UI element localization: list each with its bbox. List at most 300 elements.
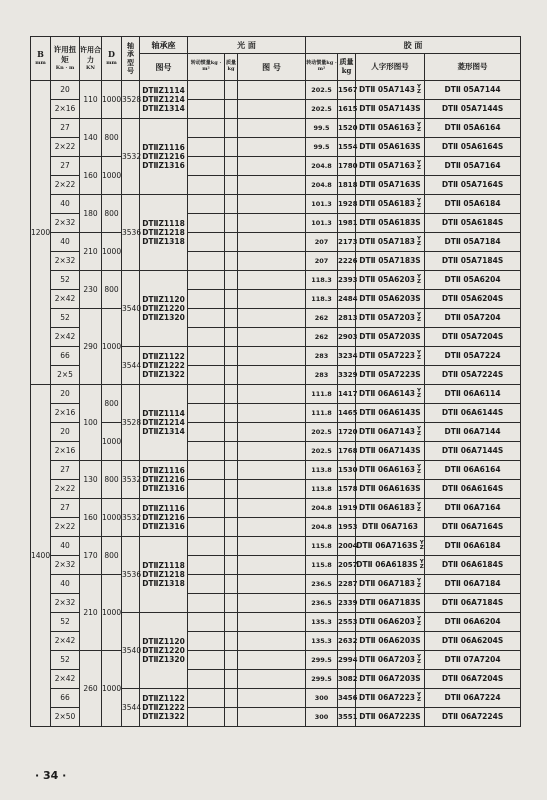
yz-variant-mark <box>417 237 421 247</box>
rubber-inertia-cell: 262 <box>306 309 338 328</box>
smooth-drawing-cell <box>238 670 306 689</box>
torque-cell: 2×22 <box>51 176 80 195</box>
smooth-drawing-cell <box>238 119 306 138</box>
smooth-drawing-cell <box>238 594 306 613</box>
yz-bottom: Z <box>417 431 422 437</box>
torque-cell: 52 <box>51 309 80 328</box>
force-cell: 210 <box>80 233 102 271</box>
torque-cell: 27 <box>51 499 80 518</box>
diamond-drawing-cell: DTⅡ 05A7164S <box>425 176 521 195</box>
yz-bottom: Z <box>417 165 422 171</box>
rubber-inertia-cell: 207 <box>306 233 338 252</box>
header-smooth-inertia: 转动惯量kg · m² <box>188 54 225 81</box>
smooth-drawing-cell <box>238 575 306 594</box>
yz-bottom: Z <box>417 317 422 323</box>
yz-bottom: Z <box>417 127 422 133</box>
smooth-inertia-cell <box>188 271 225 290</box>
width-b-cell: 1400 <box>31 385 51 727</box>
yz-variant-mark <box>417 503 421 513</box>
smooth-mass-cell <box>225 423 238 442</box>
force-cell: 210 <box>80 575 102 651</box>
bearing-seat-drawing-cell: DTⅡZ1118 DTⅡZ1218 DTⅡZ1318 <box>140 537 188 613</box>
rubber-inertia-cell: 204.8 <box>306 176 338 195</box>
herringbone-drawing-cell <box>356 480 425 499</box>
diameter-cell: 1000 <box>102 157 122 195</box>
smooth-inertia-cell <box>188 499 225 518</box>
herringbone-drawing-number: DTⅡ 05A7223S <box>359 370 421 380</box>
diameter-cell: 1000 <box>102 575 122 651</box>
bearing-seat-drawing-cell: DTⅡZ1118 DTⅡZ1218 DTⅡZ1318 <box>140 195 188 271</box>
herringbone-drawing-cell <box>356 138 425 157</box>
herringbone-drawing-cell <box>356 176 425 195</box>
force-cell: 110 <box>80 81 102 119</box>
smooth-inertia-cell <box>188 157 225 176</box>
torque-cell: 40 <box>51 537 80 556</box>
yz-top: Y <box>417 311 421 318</box>
smooth-drawing-cell <box>238 632 306 651</box>
smooth-inertia-cell <box>188 480 225 499</box>
smooth-drawing-cell <box>238 138 306 157</box>
herringbone-drawing-number: DTⅡ 05A7183S <box>359 256 421 266</box>
herringbone-drawing-number: DTⅡ 06A7163S <box>356 541 418 550</box>
smooth-mass-cell <box>225 537 238 556</box>
torque-cell: 66 <box>51 347 80 366</box>
rubber-mass-cell: 1530 <box>338 461 356 480</box>
yz-variant-mark <box>417 313 421 323</box>
smooth-mass-cell <box>225 157 238 176</box>
table-row <box>31 461 521 480</box>
herringbone-drawing-number: DTⅡ 06A6143 <box>359 389 416 398</box>
smooth-mass-cell <box>225 708 238 727</box>
diameter-cell: 800 <box>102 385 122 423</box>
torque-cell: 2×32 <box>51 252 80 271</box>
yz-variant-mark <box>417 579 421 589</box>
header-herringbone-drawing: 人字形图号 <box>356 54 425 81</box>
smooth-inertia-cell <box>188 195 225 214</box>
torque-cell: 20 <box>51 385 80 404</box>
yz-top: Y <box>417 83 421 90</box>
smooth-drawing-cell <box>238 556 306 575</box>
rubber-mass-cell: 2004 <box>338 537 356 556</box>
smooth-mass-cell <box>225 366 238 385</box>
diamond-drawing-cell: DTⅡ 05A6204 <box>425 271 521 290</box>
torque-cell: 27 <box>51 157 80 176</box>
rubber-mass-cell: 1615 <box>338 100 356 119</box>
rubber-mass-cell: 2994 <box>338 651 356 670</box>
force-cell: 160 <box>80 499 102 537</box>
smooth-drawing-cell <box>238 708 306 727</box>
diameter-cell: 1000 <box>102 423 122 461</box>
herringbone-drawing-number: DTⅡ 06A7223S <box>359 712 421 722</box>
diamond-drawing-cell: DTⅡ 06A7164 <box>425 499 521 518</box>
roller-spec-table <box>30 36 521 727</box>
table-row <box>31 575 521 594</box>
spec-sheet <box>30 36 520 758</box>
smooth-mass-cell <box>225 176 238 195</box>
herringbone-drawing-cell <box>356 366 425 385</box>
rubber-inertia-cell: 113.8 <box>306 461 338 480</box>
smooth-mass-cell <box>225 214 238 233</box>
herringbone-drawing-cell <box>356 271 425 290</box>
smooth-drawing-cell <box>238 309 306 328</box>
herringbone-drawing-number: DTⅡ 05A6163S <box>359 142 421 152</box>
herringbone-drawing-number: DTⅡ 05A6163 <box>359 123 416 132</box>
table-row <box>31 195 521 214</box>
diamond-drawing-cell: DTⅡ 05A7144 <box>425 81 521 100</box>
herringbone-drawing-cell <box>356 233 425 252</box>
diameter-cell: 1000 <box>102 499 122 537</box>
smooth-mass-cell <box>225 613 238 632</box>
table-row <box>31 651 521 670</box>
smooth-drawing-cell <box>238 423 306 442</box>
bearing-seat-drawing-cell: DTⅡZ1114 DTⅡZ1214 DTⅡZ1314 <box>140 385 188 461</box>
smooth-drawing-cell <box>238 157 306 176</box>
force-cell: 140 <box>80 119 102 157</box>
smooth-inertia-cell <box>188 670 225 689</box>
bearing-seat-drawing-cell: DTⅡZ1116 DTⅡZ1216 DTⅡZ1316 <box>140 499 188 537</box>
table-row <box>31 499 521 518</box>
header-b: B mm <box>31 37 51 81</box>
rubber-inertia-cell: 99.5 <box>306 138 338 157</box>
diameter-cell: 800 <box>102 461 122 499</box>
rubber-inertia-cell: 111.8 <box>306 385 338 404</box>
smooth-inertia-cell <box>188 423 225 442</box>
smooth-drawing-cell <box>238 81 306 100</box>
yz-variant-mark <box>420 541 424 551</box>
torque-cell: 66 <box>51 689 80 708</box>
rubber-mass-cell: 1780 <box>338 157 356 176</box>
smooth-inertia-cell <box>188 708 225 727</box>
smooth-drawing-cell <box>238 366 306 385</box>
smooth-mass-cell <box>225 594 238 613</box>
smooth-mass-cell <box>225 689 238 708</box>
smooth-mass-cell <box>225 100 238 119</box>
rubber-inertia-cell: 115.8 <box>306 537 338 556</box>
rubber-mass-cell: 2393 <box>338 271 356 290</box>
rubber-mass-cell: 1554 <box>338 138 356 157</box>
diamond-drawing-cell: DTⅡ 06A6204 <box>425 613 521 632</box>
rubber-mass-cell: 1953 <box>338 518 356 537</box>
smooth-drawing-cell <box>238 480 306 499</box>
yz-variant-mark <box>417 617 421 627</box>
smooth-mass-cell <box>225 309 238 328</box>
smooth-drawing-cell <box>238 518 306 537</box>
rubber-inertia-cell: 283 <box>306 366 338 385</box>
herringbone-drawing-number: DTⅡ 05A7163S <box>359 180 421 190</box>
smooth-drawing-cell <box>238 252 306 271</box>
herringbone-drawing-cell <box>356 157 425 176</box>
rubber-mass-cell: 1768 <box>338 442 356 461</box>
herringbone-drawing-cell <box>356 556 425 575</box>
smooth-mass-cell <box>225 385 238 404</box>
bearing-seat-drawing-cell: DTⅡZ1122 DTⅡZ1222 DTⅡZ1322 <box>140 347 188 385</box>
smooth-drawing-cell <box>238 176 306 195</box>
diamond-drawing-cell: DTⅡ 05A7224S <box>425 366 521 385</box>
smooth-mass-cell <box>225 271 238 290</box>
force-cell: 160 <box>80 157 102 195</box>
smooth-mass-cell <box>225 651 238 670</box>
yz-bottom: Z <box>417 203 422 209</box>
yz-variant-mark <box>417 465 421 475</box>
yz-top: Y <box>417 197 421 204</box>
yz-top: Y <box>417 463 421 470</box>
diamond-drawing-cell: DTⅡ 06A7224S <box>425 708 521 727</box>
smooth-mass-cell <box>225 233 238 252</box>
diamond-drawing-cell: DTⅡ 05A6184S <box>425 214 521 233</box>
herringbone-drawing-cell <box>356 689 425 708</box>
smooth-inertia-cell <box>188 632 225 651</box>
yz-bottom: Z <box>417 583 422 589</box>
page-number: · 34 · <box>35 769 67 782</box>
torque-cell: 40 <box>51 233 80 252</box>
bearing-seat-drawing-cell: DTⅡZ1122 DTⅡZ1222 DTⅡZ1322 <box>140 689 188 727</box>
herringbone-drawing-cell <box>356 81 425 100</box>
yz-bottom: Z <box>417 469 422 475</box>
herringbone-drawing-number: DTⅡ 06A6143S <box>359 408 421 418</box>
yz-bottom: Z <box>417 621 422 627</box>
diamond-drawing-cell: DTⅡ 05A6184 <box>425 195 521 214</box>
herringbone-drawing-number: DTⅡ 05A7223 <box>359 351 416 360</box>
smooth-mass-cell <box>225 290 238 309</box>
smooth-inertia-cell <box>188 575 225 594</box>
herringbone-drawing-cell <box>356 613 425 632</box>
diamond-drawing-cell: DTⅡ 06A6184 <box>425 537 521 556</box>
smooth-drawing-cell <box>238 404 306 423</box>
smooth-mass-cell <box>225 195 238 214</box>
table-body <box>31 81 521 727</box>
herringbone-drawing-cell <box>356 594 425 613</box>
bearing-seat-drawing-cell: DTⅡZ1120 DTⅡZ1220 DTⅡZ1320 <box>140 271 188 347</box>
smooth-inertia-cell <box>188 214 225 233</box>
herringbone-drawing-number: DTⅡ 05A7203S <box>359 332 421 342</box>
herringbone-drawing-cell <box>356 651 425 670</box>
rubber-mass-cell: 2287 <box>338 575 356 594</box>
yz-bottom: Z <box>417 241 422 247</box>
herringbone-drawing-cell <box>356 195 425 214</box>
diamond-drawing-cell: DTⅡ 06A7164S <box>425 518 521 537</box>
rubber-mass-cell: 2632 <box>338 632 356 651</box>
rubber-inertia-cell: 202.5 <box>306 423 338 442</box>
yz-variant-mark <box>417 199 421 209</box>
rubber-inertia-cell: 101.3 <box>306 214 338 233</box>
diamond-drawing-cell: DTⅡ 05A6164 <box>425 119 521 138</box>
rubber-mass-cell: 2057 <box>338 556 356 575</box>
rubber-inertia-cell: 111.8 <box>306 404 338 423</box>
rubber-mass-cell: 1981 <box>338 214 356 233</box>
diamond-drawing-cell: DTⅡ 06A6144S <box>425 404 521 423</box>
diameter-cell: 1000 <box>102 233 122 271</box>
rubber-inertia-cell: 299.5 <box>306 651 338 670</box>
smooth-drawing-cell <box>238 442 306 461</box>
header-diamond-drawing: 菱形图号 <box>425 54 521 81</box>
rubber-mass-cell: 2339 <box>338 594 356 613</box>
yz-bottom: Z <box>419 545 424 551</box>
smooth-inertia-cell <box>188 252 225 271</box>
herringbone-drawing-cell <box>356 214 425 233</box>
smooth-drawing-cell <box>238 499 306 518</box>
smooth-drawing-cell <box>238 347 306 366</box>
yz-bottom: Z <box>417 697 422 703</box>
bearing-model-cell: 3540 <box>122 613 140 689</box>
rubber-inertia-cell: 118.3 <box>306 271 338 290</box>
diameter-cell: 1000 <box>102 81 122 119</box>
force-cell: 230 <box>80 271 102 309</box>
bearing-model-cell: 3544 <box>122 689 140 727</box>
rubber-inertia-cell: 202.5 <box>306 81 338 100</box>
smooth-drawing-cell <box>238 100 306 119</box>
rubber-inertia-cell: 113.8 <box>306 480 338 499</box>
herringbone-drawing-cell <box>356 518 425 537</box>
rubber-mass-cell: 1567 <box>338 81 356 100</box>
bearing-model-cell: 3544 <box>122 347 140 385</box>
yz-top: Y <box>417 121 421 128</box>
rubber-inertia-cell: 300 <box>306 689 338 708</box>
smooth-drawing-cell <box>238 214 306 233</box>
smooth-inertia-cell <box>188 651 225 670</box>
herringbone-drawing-cell <box>356 347 425 366</box>
rubber-mass-cell: 2484 <box>338 290 356 309</box>
yz-variant-mark <box>420 560 424 570</box>
smooth-drawing-cell <box>238 689 306 708</box>
table-row <box>31 423 521 442</box>
yz-bottom: Z <box>417 89 422 95</box>
rubber-inertia-cell: 236.5 <box>306 594 338 613</box>
herringbone-drawing-cell <box>356 385 425 404</box>
herringbone-drawing-number: DTⅡ 05A7143 <box>359 85 416 94</box>
herringbone-drawing-number: DTⅡ 06A6163S <box>359 484 421 494</box>
smooth-inertia-cell <box>188 518 225 537</box>
rubber-mass-cell: 2553 <box>338 613 356 632</box>
rubber-mass-cell: 2173 <box>338 233 356 252</box>
yz-bottom: Z <box>417 507 422 513</box>
header-rubber-mass: 质量kg <box>338 54 356 81</box>
smooth-inertia-cell <box>188 404 225 423</box>
smooth-inertia-cell <box>188 290 225 309</box>
smooth-mass-cell <box>225 404 238 423</box>
rubber-inertia-cell: 204.8 <box>306 499 338 518</box>
smooth-inertia-cell <box>188 366 225 385</box>
rubber-inertia-cell: 204.8 <box>306 518 338 537</box>
rubber-mass-cell: 1465 <box>338 404 356 423</box>
diamond-drawing-cell: DTⅡ 06A7224 <box>425 689 521 708</box>
herringbone-drawing-number: DTⅡ 05A7203 <box>359 313 416 322</box>
smooth-inertia-cell <box>188 556 225 575</box>
rubber-inertia-cell: 283 <box>306 347 338 366</box>
rubber-mass-cell: 1928 <box>338 195 356 214</box>
bearing-seat-drawing-cell: DTⅡZ1116 DTⅡZ1216 DTⅡZ1316 <box>140 119 188 195</box>
smooth-inertia-cell <box>188 138 225 157</box>
herringbone-drawing-number: DTⅡ 05A6183S <box>359 218 421 228</box>
smooth-inertia-cell <box>188 81 225 100</box>
rubber-mass-cell: 2226 <box>338 252 356 271</box>
force-cell: 180 <box>80 195 102 233</box>
smooth-mass-cell <box>225 461 238 480</box>
table-row <box>31 233 521 252</box>
rubber-inertia-cell: 236.5 <box>306 575 338 594</box>
yz-bottom: Z <box>417 279 422 285</box>
torque-cell: 2×42 <box>51 632 80 651</box>
smooth-mass-cell <box>225 138 238 157</box>
herringbone-drawing-cell <box>356 404 425 423</box>
torque-cell: 2×42 <box>51 328 80 347</box>
smooth-mass-cell <box>225 499 238 518</box>
table-row <box>31 537 521 556</box>
rubber-inertia-cell: 135.3 <box>306 613 338 632</box>
force-cell: 100 <box>80 385 102 461</box>
smooth-mass-cell <box>225 328 238 347</box>
yz-bottom: Z <box>419 564 424 570</box>
rubber-mass-cell: 3456 <box>338 689 356 708</box>
header-bearing-seat: 轴承座 <box>140 37 188 54</box>
herringbone-drawing-cell <box>356 309 425 328</box>
diamond-drawing-cell: DTⅡ 06A7144 <box>425 423 521 442</box>
torque-cell: 2×32 <box>51 594 80 613</box>
diameter-cell: 1000 <box>102 651 122 727</box>
yz-top: Y <box>417 577 421 584</box>
bearing-model-cell: 3528 <box>122 81 140 119</box>
torque-cell: 2×16 <box>51 404 80 423</box>
smooth-mass-cell <box>225 252 238 271</box>
herringbone-drawing-cell <box>356 670 425 689</box>
diamond-drawing-cell: DTⅡ 06A6164S <box>425 480 521 499</box>
herringbone-drawing-number: DTⅡ 06A7203S <box>359 674 421 684</box>
herringbone-drawing-cell <box>356 328 425 347</box>
rubber-mass-cell: 3329 <box>338 366 356 385</box>
diamond-drawing-cell: DTⅡ 05A6204S <box>425 290 521 309</box>
smooth-inertia-cell <box>188 442 225 461</box>
smooth-mass-cell <box>225 670 238 689</box>
bearing-model-cell: 3536 <box>122 195 140 271</box>
herringbone-drawing-number: DTⅡ 05A6203S <box>359 294 421 304</box>
smooth-drawing-cell <box>238 290 306 309</box>
header-rubber-surface: 胶 面 <box>306 37 521 54</box>
smooth-drawing-cell <box>238 537 306 556</box>
header-smooth-drawing: 图 号 <box>238 54 306 81</box>
bearing-seat-drawing-cell: DTⅡZ1116 DTⅡZ1216 DTⅡZ1316 <box>140 461 188 499</box>
yz-top: Y <box>417 425 421 432</box>
diamond-drawing-cell: DTⅡ 06A7144S <box>425 442 521 461</box>
herringbone-drawing-cell <box>356 537 425 556</box>
yz-variant-mark <box>417 427 421 437</box>
header-force: 许用合力 KN <box>80 37 102 81</box>
yz-top: Y <box>417 615 421 622</box>
rubber-mass-cell: 1720 <box>338 423 356 442</box>
force-cell: 170 <box>80 537 102 575</box>
rubber-inertia-cell: 135.3 <box>306 632 338 651</box>
herringbone-drawing-number: DTⅡ 06A7163 <box>362 522 419 532</box>
torque-cell: 2×22 <box>51 518 80 537</box>
smooth-inertia-cell <box>188 328 225 347</box>
diameter-cell: 800 <box>102 195 122 233</box>
herringbone-drawing-number: DTⅡ 05A7143S <box>359 104 421 114</box>
diameter-cell: 800 <box>102 119 122 157</box>
smooth-mass-cell <box>225 442 238 461</box>
smooth-inertia-cell <box>188 613 225 632</box>
bearing-model-cell: 3532 <box>122 119 140 195</box>
rubber-mass-cell: 2903 <box>338 328 356 347</box>
bearing-model-cell: 3528 <box>122 385 140 461</box>
rubber-mass-cell: 3551 <box>338 708 356 727</box>
diamond-drawing-cell: DTⅡ 05A7184 <box>425 233 521 252</box>
torque-cell: 2×22 <box>51 480 80 499</box>
rubber-mass-cell: 3082 <box>338 670 356 689</box>
header-smooth-surface: 光 面 <box>188 37 306 54</box>
smooth-inertia-cell <box>188 594 225 613</box>
herringbone-drawing-number: DTⅡ 06A7143 <box>359 427 416 436</box>
header-rubber-inertia: 转动惯量kg · m² <box>306 54 338 81</box>
torque-cell: 2×22 <box>51 138 80 157</box>
smooth-inertia-cell <box>188 689 225 708</box>
